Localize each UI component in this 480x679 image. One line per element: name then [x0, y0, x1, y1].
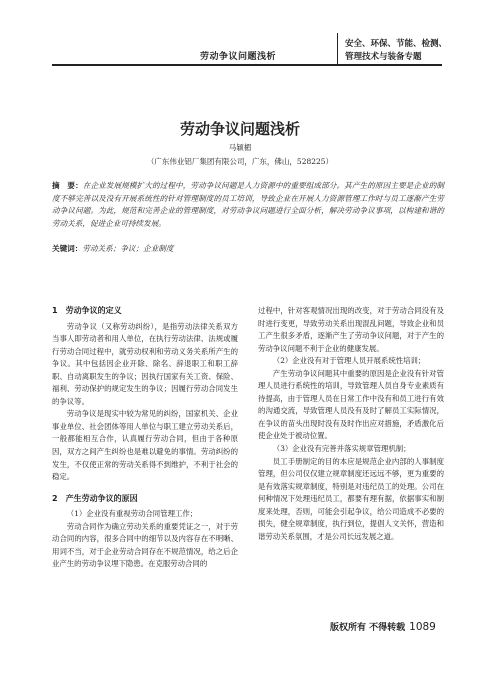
- paragraph: 产生劳动争议问题其中重要的原因是企业没有针对管理人员进行系统性的培训，导致管理人员自身专业素质有待提高，由于管理人员在日常工作中没有和员工进行有效的沟通交流，导致管理人员没有及时了解员工实际情况，在争议的苗头出现时没有及时作出应对措施，矛盾激化后使企业处于被动位置。: [258, 368, 444, 441]
- journal-section-label: [345, 38, 447, 64]
- paragraph: 劳动争议是现实中较为常见的纠纷，国家机关、企业事业单位、社会团体等用人单位与职工建立劳动关系后，一般都能相互合作，认真履行劳动合同，但由于各种原因，双方之间产生纠纷也是难以避免的事情。劳动纠纷的发生，不仅使正常的劳动关系得不到维护，不利于社会的稳定。: [52, 409, 238, 482]
- article-author: 马颖楣: [228, 143, 252, 152]
- keywords: [52, 243, 444, 254]
- paragraph: 劳动合同作为确立劳动关系的重要凭证之一，对于劳动合同的内容，很多合同中的细节以及内容存在不明晰、用词不当，对于企业劳动合同存在不规范情况，给之后企业产生的劳动争议埋下隐患。在克服劳动合同的: [52, 521, 238, 569]
- copyright-notice: 版权所有 不得转载: [330, 623, 406, 633]
- header-rule: [52, 64, 442, 66]
- page-number: 1089: [409, 621, 436, 633]
- article-title: 劳动争议问题浅析: [179, 120, 300, 138]
- article-affiliation: （广东伟业铝厂集团有限公司，广东，佛山，528225）: [146, 157, 334, 166]
- keywords-label: 关键词：: [52, 244, 83, 253]
- header-divider-tick: [337, 33, 338, 64]
- abstract: [52, 180, 444, 230]
- paragraph: 过程中，针对客观情况出现的改变，对于劳动合同没有及时进行变更，导致劳动关系出现混乱问题，导致企业和员工产生很多矛盾，逐渐产生了劳动争议问题，对于产生的劳动争议问题不利于企业的健康发展。: [258, 306, 444, 353]
- right-column: [258, 305, 444, 543]
- paragraph: 员工手册制定的目的本应是规范企业内部的人事制度管理，但公司仅仅建立规章制度还远远不够，更为重要的是有效落实规章制度，特别是对违纪员工的处理。公司在何种情况下处理违纪员工，都要有理有据，依据事实和制度来处理，否则，可能会引起争议，给公司造成不必要的损失，健全规章制度，执行到位，提倡人文关怀，营造和谐劳动关系氛围，才是公司长远发展之道。: [258, 456, 444, 541]
- abstract-text: 在企业发展规模扩大的过程中，劳动争议问题是人力资源中的重要组成部分。其产生的原因主要是企业的制度不够完善以及没有开展系统性的针对管理制度的员工培训，导致企业在开展人力资源管理工作时与员工逐渐产生劳动争议问题。为此，规范和完善企业的管理制度，对劳动争议问题进行全面分析，解决劳动争议事项，以构建和谐的劳动关系，促进企业可持续发展。: [52, 181, 445, 228]
- paragraph: （3）企业没有完善并落实规章管理机制；: [272, 444, 411, 454]
- journal-line-1: 安全、环保、节能、检测、: [345, 39, 448, 49]
- journal-line-2: 管理技术与装备专题: [345, 52, 422, 62]
- running-title: 劳动争议问题浅析: [200, 52, 277, 62]
- section-1-heading: 1 劳动争议的定义: [52, 306, 122, 315]
- page-footer: [330, 620, 436, 633]
- abstract-label: 摘 要：: [52, 181, 83, 190]
- paragraph: （2）企业没有对于管理人员开展系统性培训；: [272, 356, 426, 366]
- section-2-heading: 2 产生劳动争议的原因: [52, 493, 138, 503]
- left-column: [52, 305, 238, 571]
- paragraph: （1）企业没有重视劳动合同管理工作；: [66, 509, 198, 519]
- keywords-text: 劳动关系；争议；企业制度: [82, 244, 174, 253]
- paragraph: 劳动争议（又称劳动纠纷），是指劳动法律关系双方当事人即劳动者和用人单位，在执行劳动法律、法规或履行劳动合同过程中，就劳动权利和劳动义务关系所产生的争议。其中包括因企业开除、除名、辞退职工和职工辞职、自动离职发生的争议；因执行国家有关工资、保险、福利、劳动保护的规定发生的争议；因履行劳动合同发生的争议等。: [52, 321, 238, 406]
